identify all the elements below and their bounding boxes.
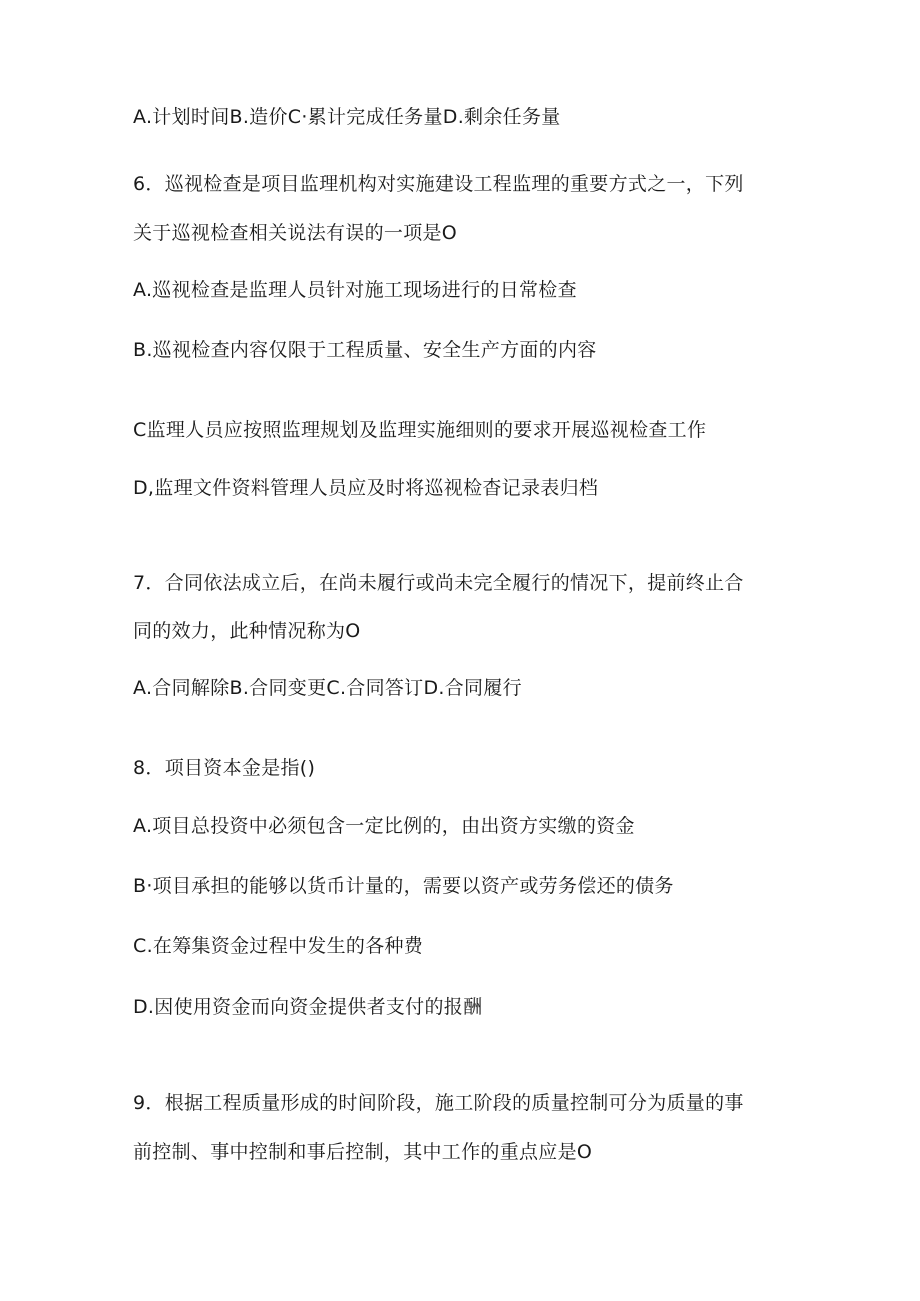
q7-stem-line1: 7．合同依法成立后，在尚未履行或尚未完全履行的情况下，提前终止合 [133, 572, 744, 594]
q6-option-d: D,监理文件资料管理人员应及时将巡视检杳记录表归档 [133, 477, 599, 499]
q8-stem: 8．项目资本金是指() [133, 757, 316, 779]
q9-stem-line2: 前控制、事中控制和事后控制，其中工作的重点应是O [133, 1141, 593, 1163]
q6-option-a: A.巡视检查是监理人员针对施工现场进行的日常检查 [133, 279, 577, 301]
q6-stem-line2: 关于巡视检查相关说法有误的一项是O [133, 222, 458, 244]
q8-option-b: B·项目承担的能够以货币计量的，需要以资产或劳务偿还的债务 [133, 875, 674, 897]
q8-option-a: A.项目总投资中必须包含一定比例的，由出资方实缴的资金 [133, 815, 635, 837]
q6-stem-line1: 6．巡视检查是项目监理机构对实施建设工程监理的重要方式之一，下列 [133, 173, 744, 195]
q7-options: A.合同解除B.合同变更C.合同答订D.合同履行 [133, 677, 522, 699]
q6-option-b: B.巡视检查内容仅限于工程质量、安全生产方面的内容 [133, 339, 597, 361]
q8-option-d: D.因使用资金而向资金提供者支付的报酬 [133, 996, 483, 1018]
q7-stem-line2: 同的效力，此种情况称为O [133, 620, 361, 642]
q6-option-c: C监理人员应按照监理规划及监理实施细则的要求开展巡视检查工作 [133, 419, 707, 441]
q8-option-c: C.在筹集资金过程中发生的各种费 [133, 935, 424, 957]
q9-stem-line1: 9．根据工程质量形成的时间阶段，施工阶段的质量控制可分为质量的事 [133, 1092, 744, 1114]
q5-options: A.计划时间B.造价C·累计完成任务量D.剩余任务量 [133, 106, 561, 128]
